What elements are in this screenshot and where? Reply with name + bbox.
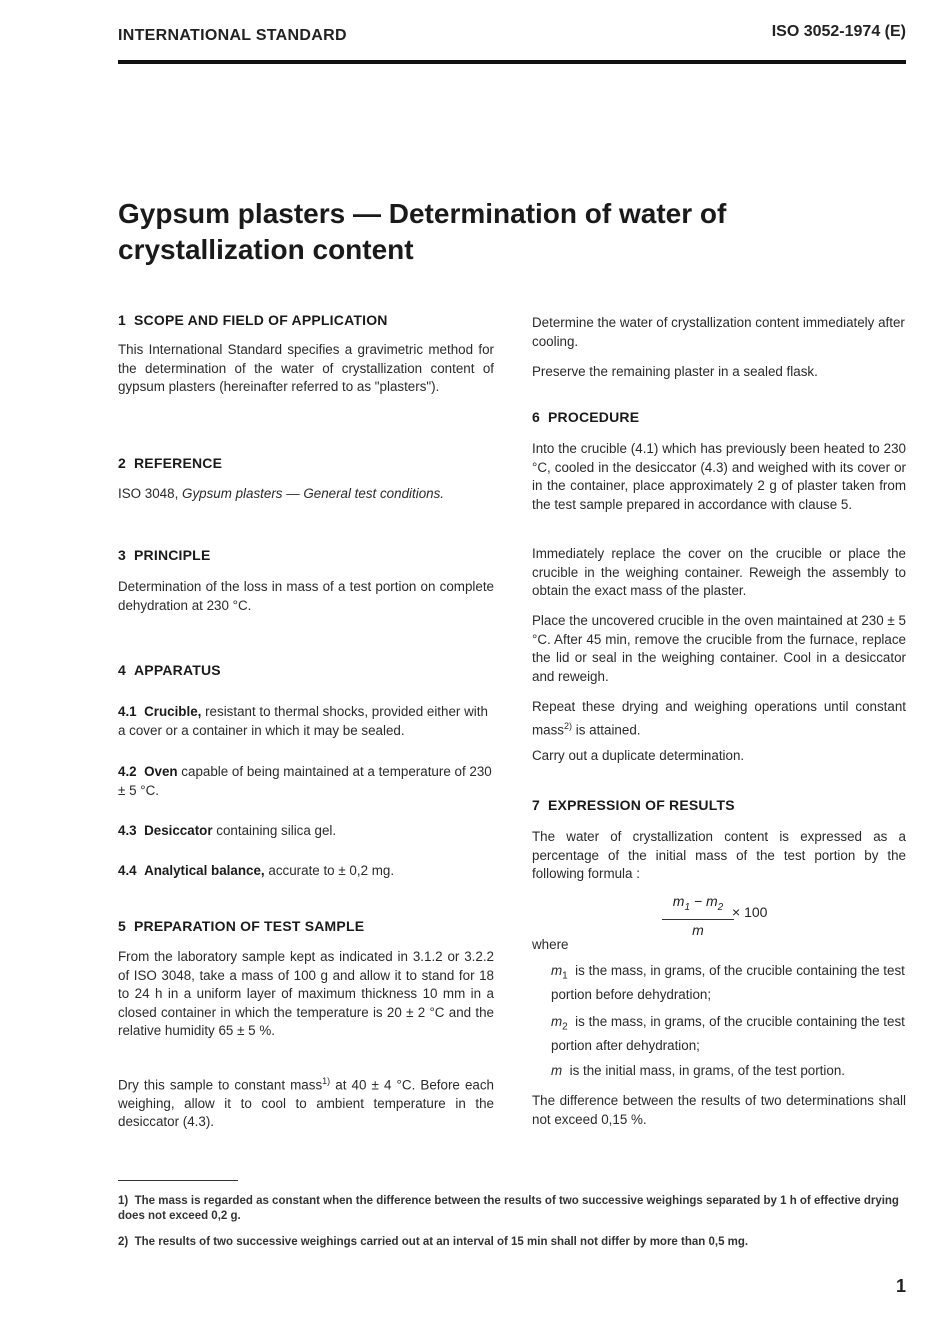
footnote-text: The mass is regarded as constant when the difference between the results of two successive weighings separated by 1 h of effective drying does not exceed 0,2 g. <box>118 1195 899 1222</box>
def-sub: 2 <box>562 1021 568 1033</box>
definition-item <box>551 1062 906 1081</box>
page-number: 1 <box>895 1276 906 1296</box>
footnote-mark: 1) <box>118 1195 129 1207</box>
header-document-id: ISO 3052-1974 (E) <box>771 23 906 40</box>
fraction-bar <box>662 919 734 920</box>
section-6-paragraph-4 <box>532 698 906 739</box>
section-2-heading <box>118 455 222 471</box>
section-7-paragraph-1: The water of crystallization content is expressed as a percentage of the initial mass of the test portion by the following formula : <box>532 829 906 881</box>
section-number: 2 <box>118 455 126 471</box>
section-6-paragraph-5: Carry out a duplicate determination. <box>532 748 745 763</box>
section-number: 1 <box>118 312 126 328</box>
def-symbol: m <box>551 963 563 978</box>
item-term: Oven <box>144 764 178 779</box>
section-6-heading <box>532 409 639 425</box>
footnote-rule <box>118 1180 238 1181</box>
footnote-text: The results of two successive weighings carried out at an interval of 15 min shall not differ by more than 0,5 mg. <box>134 1236 749 1248</box>
section-number: 7 <box>532 797 540 813</box>
paragraph-text: Repeat these drying and weighing operations until constant mass <box>532 699 906 737</box>
formula-var: m <box>672 893 685 909</box>
def-text: is the initial mass, in grams, of the test portion. <box>569 1063 845 1078</box>
section-3-heading <box>118 547 210 563</box>
section-title: REFERENCE <box>134 455 223 471</box>
footnote-marker: 2) <box>564 720 573 731</box>
def-symbol: m <box>551 1063 563 1078</box>
formula-denominator: m <box>692 921 704 938</box>
section-7-heading <box>532 797 735 813</box>
apparatus-item <box>118 822 494 841</box>
apparatus-item <box>118 862 494 881</box>
def-text: is the mass, in grams, of the crucible containing the test portion after dehydration; <box>551 1014 905 1054</box>
formula-sub: 2 <box>717 901 724 913</box>
definition-item <box>551 962 906 1005</box>
item-term: Crucible, <box>144 704 202 719</box>
formula-fraction <box>662 892 734 938</box>
section-number: 5 <box>118 918 126 934</box>
section-4-heading <box>118 662 221 678</box>
document-title: Gypsum plasters — Determination of water of crystallization content <box>118 198 727 265</box>
section-title: PRINCIPLE <box>134 547 211 563</box>
section-title: PREPARATION OF TEST SAMPLE <box>134 918 365 934</box>
item-text: capable of being maintained at a temperature of 230 ± 5 °C. <box>118 764 492 798</box>
paragraph-text: is attained. <box>572 721 641 737</box>
paragraph-text: Dry this sample to constant mass <box>118 1077 323 1093</box>
section-5-paragraph-1: From the laboratory sample kept as indicated in 3.1.2 or 3.2.2 of ISO 3048, take a mass of 100 g and allow it to stand for 18 to 24 h in a uniform layer of maximum thickness 10 mm in a closed container in which the temperature is 20 ± 2 °C and the relative humidity 65 ± 5 %. <box>118 949 494 1038</box>
section-1-text: This International Standard specifies a gravimetric method for the determination of the water of crystallization content of gypsum plasters (hereinafter referred to as "plasters"). <box>118 342 494 394</box>
item-text: resistant to thermal shocks, provided either with a cover or a container in which it may be sealed. <box>118 704 488 738</box>
def-symbol: m <box>551 1014 563 1029</box>
item-text: containing silica gel. <box>212 823 337 838</box>
section-6-paragraph-3: Place the uncovered crucible in the oven maintained at 230 ± 5 °C. After 45 min, remove the crucible from the furnace, replace the lid or seal in the weighing container. Cool in a desiccator and reweigh. <box>532 613 906 684</box>
footnote-mark: 2) <box>118 1236 129 1248</box>
section-title: PROCEDURE <box>548 409 640 425</box>
item-text: accurate to ± 0,2 mg. <box>264 863 395 878</box>
footnote-marker: 1) <box>322 1076 331 1086</box>
section-5-paragraph-2 <box>118 1072 494 1132</box>
def-text: is the mass, in grams, of the crucible containing the test portion before dehydration; <box>551 963 905 1003</box>
reference-title: Gypsum plasters — General test conditions. <box>182 486 445 501</box>
formula-sub: 1 <box>684 901 691 913</box>
intro-paragraph-2: Preserve the remaining plaster in a sealed flask. <box>532 364 818 379</box>
section-number: 4 <box>118 662 126 678</box>
section-6-paragraph-2: Immediately replace the cover on the crucible or place the crucible in the weighing container. Reweigh the assembly to obtain the exact mass of the plaster. <box>532 546 906 598</box>
def-sub: 1 <box>562 970 568 982</box>
definition-item <box>551 1013 906 1056</box>
section-1-heading <box>118 312 388 328</box>
formula-var: m <box>705 893 718 909</box>
item-number: 4.4 <box>118 863 137 878</box>
footnote-2 <box>118 1235 918 1250</box>
section-5-heading <box>118 918 364 934</box>
formula-op: − <box>690 893 706 909</box>
paragraph-text: at 40 ± 4 °C. Before each weighing, allow it to cool to ambient temperature in the desiccator (4.3). <box>118 1077 494 1130</box>
header-standard-label: INTERNATIONAL STANDARD <box>118 27 347 44</box>
apparatus-item <box>118 703 494 740</box>
where-label: where <box>532 937 569 952</box>
section-number: 6 <box>532 409 540 425</box>
apparatus-item <box>118 763 494 800</box>
reference-id: ISO 3048, <box>118 486 183 501</box>
formula <box>662 892 772 938</box>
item-number: 4.3 <box>118 823 137 838</box>
section-3-text: Determination of the loss in mass of a test portion on complete dehydration at 230 °C. <box>118 579 494 613</box>
formula-multiplier: × 100 <box>732 904 768 920</box>
footnote-1 <box>118 1194 918 1224</box>
section-title: EXPRESSION OF RESULTS <box>548 797 735 813</box>
section-7-closing: The difference between the results of two determinations shall not exceed 0,15 %. <box>532 1093 906 1127</box>
intro-paragraph-1: Determine the water of crystallization content immediately after cooling. <box>532 315 905 349</box>
item-number: 4.2 <box>118 764 137 779</box>
section-title: APPARATUS <box>134 662 221 678</box>
section-number: 3 <box>118 547 126 563</box>
section-title: SCOPE AND FIELD OF APPLICATION <box>134 312 388 328</box>
formula-numerator <box>662 892 734 917</box>
section-6-paragraph-1: Into the crucible (4.1) which has previously been heated to 230 °C, cooled in the desiccator (4.3) and weighed with its cover or in the container, place approximately 2 g of plaster taken from the test sample prepared in accordance with clause 5. <box>532 441 906 512</box>
section-2-text <box>118 485 494 504</box>
item-number: 4.1 <box>118 704 137 719</box>
header-rule <box>118 60 906 64</box>
item-term: Analytical balance, <box>144 863 265 878</box>
item-term: Desiccator <box>144 823 213 838</box>
